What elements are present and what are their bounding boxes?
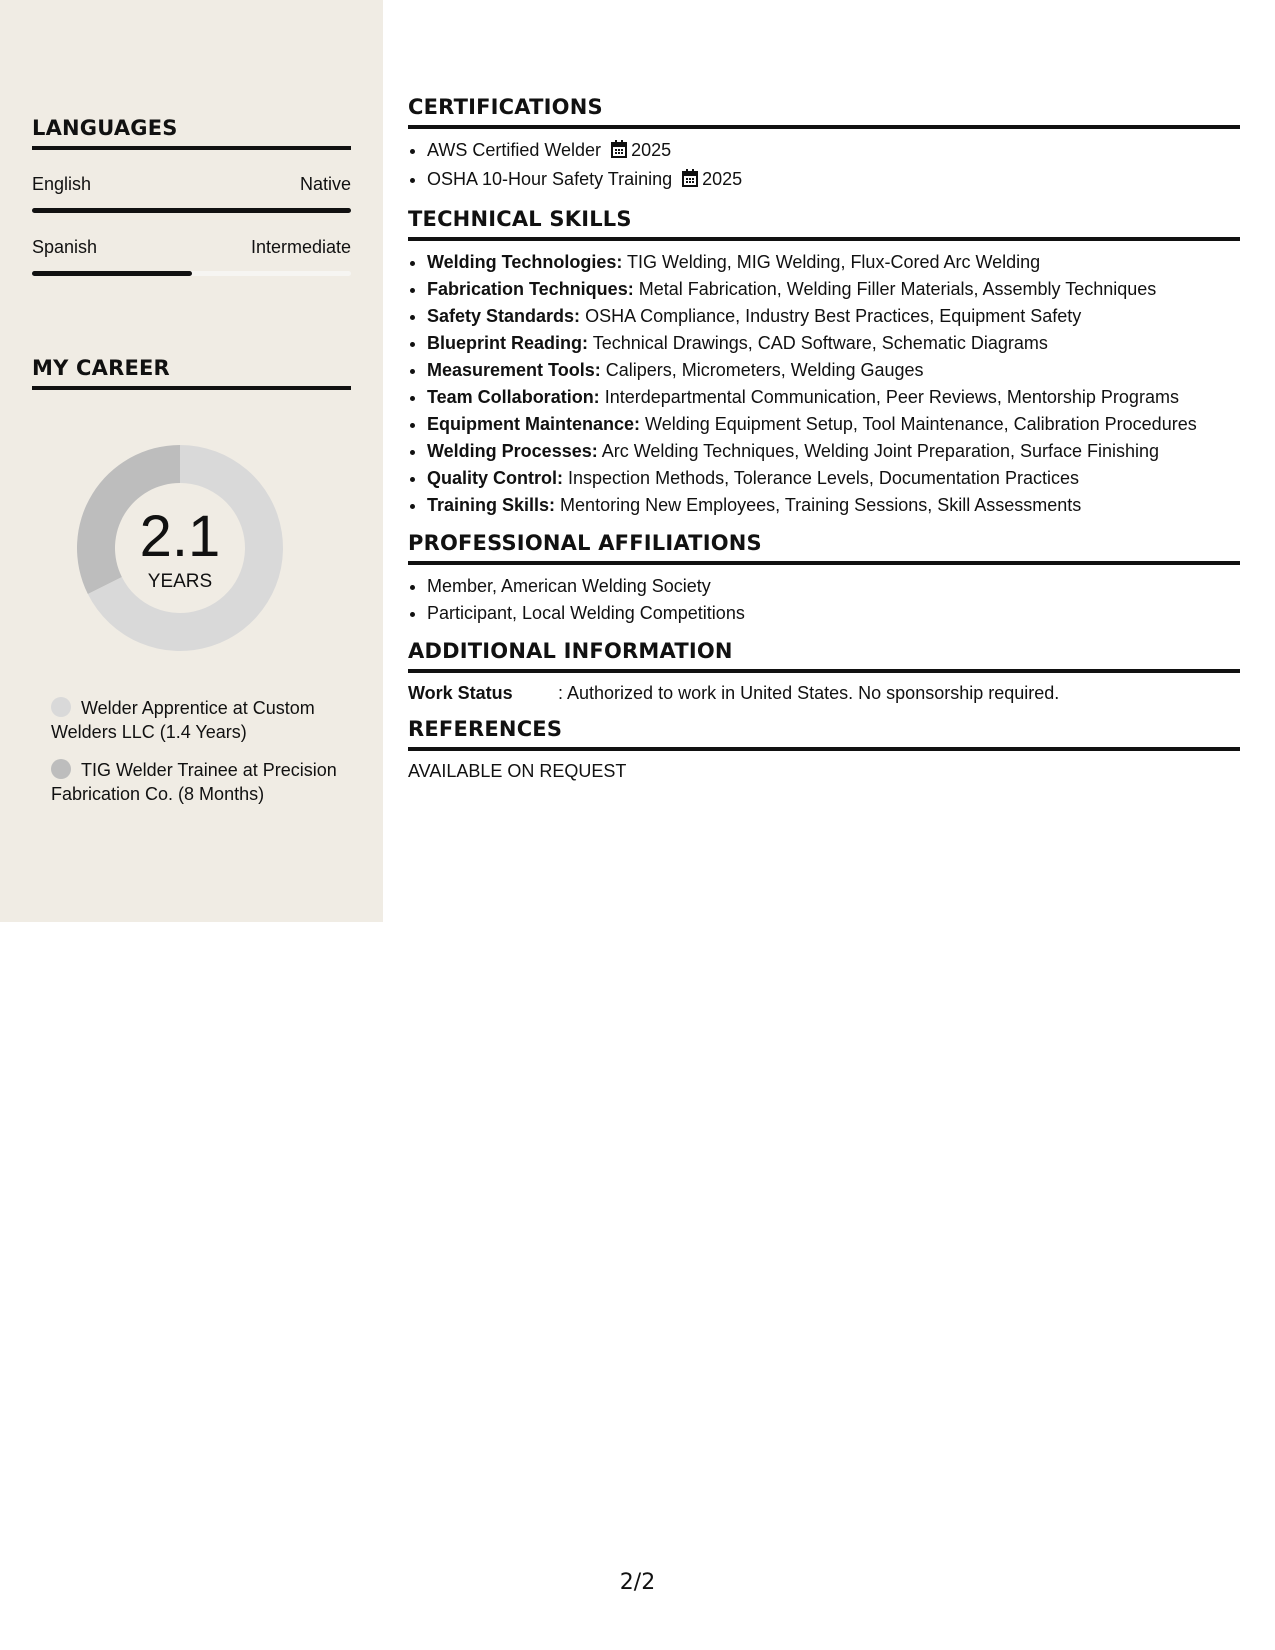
skill-value: OSHA Compliance, Industry Best Practices, Equipment Safety [585, 306, 1082, 326]
skill-label: Welding Processes: [427, 441, 598, 461]
language-proficiency-fill [32, 208, 351, 213]
affiliations-section [408, 531, 1240, 627]
sidebar [0, 0, 383, 922]
skill-item [427, 357, 1240, 384]
skill-item [427, 438, 1240, 465]
skill-label: Equipment Maintenance: [427, 414, 641, 434]
language-item [32, 237, 351, 276]
certifications-section [408, 95, 1240, 195]
calendar-icon [682, 168, 698, 195]
skill-item [427, 249, 1240, 276]
skill-value: Mentoring New Employees, Training Sessions, Skill Assessments [560, 495, 1082, 515]
skill-value: Inspection Methods, Tolerance Levels, Documentation Practices [568, 468, 1079, 488]
skill-value: Arc Welding Techniques, Welding Joint Preparation, Surface Finishing [601, 441, 1160, 461]
references-heading: REFERENCES [408, 717, 1240, 751]
language-item [32, 174, 351, 213]
additional-info-heading: ADDITIONAL INFORMATION [408, 639, 1240, 673]
skill-item [427, 492, 1240, 519]
career-section [32, 356, 351, 390]
additional-info-section [408, 639, 1240, 705]
skill-label: Team Collaboration: [427, 387, 600, 407]
skill-item [427, 384, 1240, 411]
skill-value: Technical Drawings, CAD Software, Schematic Diagrams [592, 333, 1048, 353]
language-name: Spanish [32, 237, 98, 257]
skill-value: Metal Fabrication, Welding Filler Materials, Assembly Techniques [638, 279, 1157, 299]
certification-item [427, 137, 1240, 166]
legend-dot-icon [51, 759, 71, 779]
career-donut-chart [60, 428, 300, 668]
language-proficiency-fill [32, 271, 192, 276]
references-section [408, 717, 1240, 782]
language-level: Native [299, 174, 351, 194]
work-status-label: Work Status [408, 683, 513, 703]
skill-item [427, 330, 1240, 357]
main-content [408, 95, 1240, 794]
technical-skills-section [408, 207, 1240, 519]
skill-item [427, 465, 1240, 492]
language-level: Intermediate [250, 237, 351, 257]
skill-label: Fabrication Techniques: [427, 279, 634, 299]
career-item-text: TIG Welder Trainee at Precision Fabrication Co. (8 Months) [51, 760, 337, 804]
skill-item [427, 411, 1240, 438]
skill-item [427, 276, 1240, 303]
skill-value: Interdepartmental Communication, Peer Reviews, Mentorship Programs [604, 387, 1179, 407]
skill-value: TIG Welding, MIG Welding, Flux-Cored Arc Welding [627, 252, 1041, 272]
references-text: AVAILABLE ON REQUEST [408, 761, 627, 781]
skill-label: Blueprint Reading: [427, 333, 588, 353]
career-item [51, 696, 341, 744]
skill-value: Welding Equipment Setup, Tool Maintenance, Calibration Procedures [645, 414, 1197, 434]
language-proficiency-bar [32, 208, 351, 213]
page-number: 2/2 [619, 1570, 656, 1595]
certification-name: AWS Certified Welder [427, 140, 602, 160]
languages-section [32, 116, 351, 276]
affiliations-heading: PROFESSIONAL AFFILIATIONS [408, 531, 1240, 565]
language-proficiency-bar [32, 271, 351, 276]
technical-skills-heading: TECHNICAL SKILLS [408, 207, 1240, 241]
certification-item [427, 166, 1240, 195]
career-years-unit: YEARS [147, 571, 213, 592]
legend-dot-icon [51, 697, 71, 717]
work-status-value: : Authorized to work in United States. No sponsorship required. [558, 683, 1060, 703]
affiliation-item: • Participant, Local Welding Competitions [427, 600, 1240, 627]
career-item-text: Welder Apprentice at Custom Welders LLC (1.4 Years) [51, 698, 315, 742]
skill-item [427, 303, 1240, 330]
skill-label: Training Skills: [427, 495, 556, 515]
certification-name: OSHA 10-Hour Safety Training [427, 169, 673, 189]
certification-year: 2025 [631, 140, 672, 160]
skill-label: Safety Standards: [427, 306, 581, 326]
skill-label: Measurement Tools: [427, 360, 601, 380]
career-item [51, 758, 341, 806]
calendar-icon [611, 139, 627, 166]
skill-label: Welding Technologies: [427, 252, 623, 272]
language-name: English [32, 174, 92, 194]
languages-heading: LANGUAGES [32, 116, 351, 150]
career-years-value: 2.1 [139, 504, 221, 569]
career-legend [51, 696, 341, 820]
skill-label: Quality Control: [427, 468, 563, 488]
career-heading: MY CAREER [32, 356, 351, 390]
skill-value: Calipers, Micrometers, Welding Gauges [605, 360, 924, 380]
affiliation-item: • Member, American Welding Society [427, 573, 1240, 600]
certification-year: 2025 [702, 169, 743, 189]
certifications-heading: CERTIFICATIONS [408, 95, 1240, 129]
